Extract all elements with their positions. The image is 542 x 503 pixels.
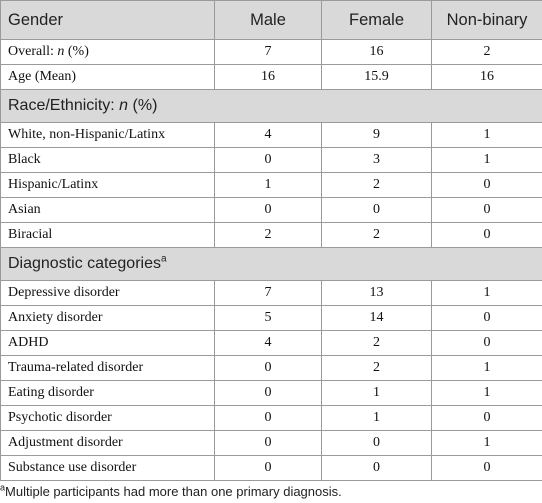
header-row <box>1 1 542 40</box>
diagnostic-row-non-binary: 1 <box>432 381 542 406</box>
race-row-male: 4 <box>215 123 322 148</box>
age-row <box>1 65 542 90</box>
race-row-female: 2 <box>322 173 432 198</box>
overall-label-prefix: Overall: <box>8 44 58 59</box>
race-row-male: 1 <box>215 173 322 198</box>
race-row-label: White, non-Hispanic/Latinx <box>1 123 215 148</box>
race-row <box>1 198 542 223</box>
diagnostic-title-text: Diagnostic categories <box>8 255 161 272</box>
diagnostic-row-male: 0 <box>215 381 322 406</box>
overall-label-suffix: (%) <box>64 44 89 59</box>
diagnostic-row-non-binary: 1 <box>432 281 542 306</box>
overall-label-n: n <box>57 44 65 59</box>
diagnostic-row-female: 1 <box>322 381 432 406</box>
race-row <box>1 173 542 198</box>
header-non-binary: Non-binary <box>432 1 542 40</box>
diagnostic-row-non-binary: 0 <box>432 306 542 331</box>
diagnostic-row-non-binary: 0 <box>432 456 542 481</box>
diagnostic-row-male: 0 <box>215 356 322 381</box>
header-male: Male <box>215 1 322 40</box>
diagnostic-row-non-binary: 0 <box>432 331 542 356</box>
overall-female: 16 <box>322 40 432 65</box>
age-non-binary: 16 <box>432 65 542 90</box>
diagnostic-row-label: Substance use disorder <box>1 456 215 481</box>
overall-row <box>1 40 542 65</box>
race-row-non-binary: 0 <box>432 198 542 223</box>
diagnostic-row <box>1 306 542 331</box>
diagnostic-rows <box>1 281 542 481</box>
race-row-label: Asian <box>1 198 215 223</box>
diagnostic-row-male: 0 <box>215 406 322 431</box>
diagnostic-row-female: 2 <box>322 356 432 381</box>
diagnostic-row-female: 0 <box>322 456 432 481</box>
diagnostic-row <box>1 356 542 381</box>
race-row <box>1 223 542 248</box>
diagnostic-row-label: Depressive disorder <box>1 281 215 306</box>
diagnostic-row-male: 5 <box>215 306 322 331</box>
diagnostic-row-label: Adjustment disorder <box>1 431 215 456</box>
diagnostic-row-female: 13 <box>322 281 432 306</box>
race-title-prefix: Race/Ethnicity: <box>8 97 120 114</box>
diagnostic-row-female: 0 <box>322 431 432 456</box>
diagnostic-row-male: 7 <box>215 281 322 306</box>
footnote-text: Multiple participants had more than one primary diagnosis. <box>5 484 342 499</box>
diagnostic-row-non-binary: 0 <box>432 406 542 431</box>
race-section-title <box>1 90 542 123</box>
diagnostic-row-male: 0 <box>215 431 322 456</box>
race-row-non-binary: 1 <box>432 148 542 173</box>
footnote-marker: a <box>0 482 6 493</box>
race-row-label: Biracial <box>1 223 215 248</box>
race-row <box>1 123 542 148</box>
diagnostic-section-title <box>1 248 542 281</box>
race-row-female: 2 <box>322 223 432 248</box>
overall-non-binary: 2 <box>432 40 542 65</box>
diagnostic-row <box>1 381 542 406</box>
header-female: Female <box>322 1 432 40</box>
age-female: 15.9 <box>322 65 432 90</box>
diagnostic-row-label: Psychotic disorder <box>1 406 215 431</box>
diagnostic-row-non-binary: 1 <box>432 431 542 456</box>
diagnostic-row <box>1 281 542 306</box>
diagnostic-section-header <box>1 248 542 281</box>
diagnostic-row-female: 2 <box>322 331 432 356</box>
race-row-male: 0 <box>215 198 322 223</box>
race-row-label: Hispanic/Latinx <box>1 173 215 198</box>
header-gender: Gender <box>1 1 215 40</box>
race-row <box>1 148 542 173</box>
race-row-female: 0 <box>322 198 432 223</box>
race-row-non-binary: 1 <box>432 123 542 148</box>
diagnostic-row <box>1 406 542 431</box>
diagnostic-row <box>1 431 542 456</box>
diagnostic-row-female: 1 <box>322 406 432 431</box>
race-row-non-binary: 0 <box>432 173 542 198</box>
diagnostic-row-non-binary: 1 <box>432 356 542 381</box>
race-row-female: 3 <box>322 148 432 173</box>
race-title-suffix: (%) <box>128 97 158 114</box>
diagnostic-row-male: 0 <box>215 456 322 481</box>
race-row-label: Black <box>1 148 215 173</box>
diagnostic-row-label: ADHD <box>1 331 215 356</box>
diagnostic-row-label: Eating disorder <box>1 381 215 406</box>
table-footnote <box>0 484 342 499</box>
diagnostic-row-male: 4 <box>215 331 322 356</box>
age-label: Age (Mean) <box>1 65 215 90</box>
race-row-female: 9 <box>322 123 432 148</box>
diagnostic-row <box>1 456 542 481</box>
diagnostic-title-footnote-marker: a <box>160 253 167 265</box>
overall-male: 7 <box>215 40 322 65</box>
race-row-male: 0 <box>215 148 322 173</box>
age-male: 16 <box>215 65 322 90</box>
diagnostic-row-label: Anxiety disorder <box>1 306 215 331</box>
overall-label <box>1 40 215 65</box>
diagnostic-row-label: Trauma-related disorder <box>1 356 215 381</box>
race-row-non-binary: 0 <box>432 223 542 248</box>
race-row-male: 2 <box>215 223 322 248</box>
race-title-n: n <box>119 97 129 114</box>
race-rows <box>1 123 542 248</box>
diagnostic-row <box>1 331 542 356</box>
race-section-header <box>1 90 542 123</box>
diagnostic-row-female: 14 <box>322 306 432 331</box>
